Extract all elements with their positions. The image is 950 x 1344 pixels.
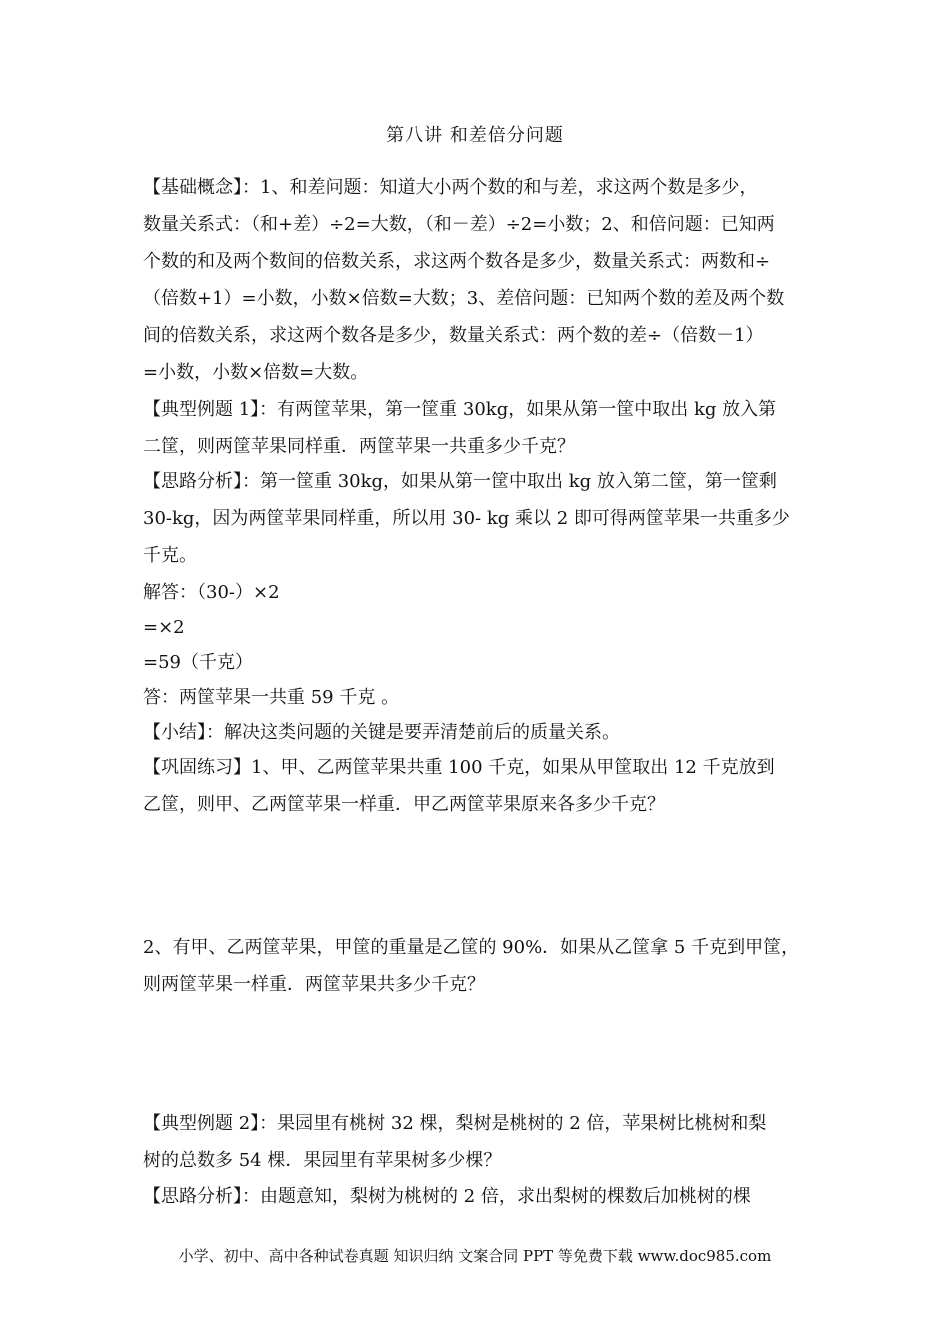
solution-line-2: =×2: [143, 617, 185, 638]
concept-line-1: 【基础概念】：1、和差问题：知道大小两个数的和与差，求这两个数是多少，: [143, 177, 758, 198]
page-footer: 小学、初中、高中各种试卷真题 知识归纳 文案合同 PPT 等免费下载 www.doc985.com: [178, 1247, 772, 1265]
analysis1-line-2: 30-kg，因为两筐苹果同样重，所以用 30- kg 乘以 2 即可得两筐苹果一共重多少: [143, 508, 790, 529]
concept-line-3: 个数的和及两个数间的倍数关系，求这两个数各是多少，数量关系式：两数和÷: [143, 251, 771, 272]
concept-line-2: 数量关系式：（和+差）÷2=大数，（和－差）÷2=小数；2、和倍问题：已知两: [143, 214, 775, 235]
solution-line-1: 解答：（30-）×2: [143, 582, 280, 603]
solution-line-3: =59（千克）: [143, 652, 253, 673]
concept-line-4: （倍数+1）=小数，小数×倍数=大数；3、差倍问题：已知两个数的差及两个数: [143, 288, 785, 309]
practice1-line-2: 乙筐，则甲、乙两筐苹果一样重．甲乙两筐苹果原来各多少千克？: [143, 794, 665, 815]
answer-line: 答：两筐苹果一共重 59 千克 。: [143, 687, 400, 708]
concept-line-6: =小数，小数×倍数=大数。: [143, 362, 369, 383]
analysis2-line-1: 【思路分析】：由题意知，梨树为桃树的 2 倍，求出梨树的棵数后加桃树的棵: [143, 1186, 751, 1207]
example2-line-2: 树的总数多 54 棵．果园里有苹果树多少棵？: [143, 1150, 502, 1171]
practice1-line-1: 【巩固练习】1、甲、乙两筐苹果共重 100 千克，如果从甲筐取出 12 千克放到: [143, 757, 775, 778]
page-title: 第八讲 和差倍分问题: [386, 125, 564, 146]
example1-line-2: 二筐，则两筐苹果同样重．两筐苹果一共重多少千克？: [143, 436, 575, 457]
concept-line-5: 间的倍数关系，求这两个数各是多少，数量关系式：两个数的差÷（倍数－1）: [143, 325, 764, 346]
analysis1-line-1: 【思路分析】：第一筐重 30kg，如果从第一筐中取出 kg 放入第二筐，第一筐剩: [143, 471, 777, 492]
practice2-line-1: 2、有甲、乙两筐苹果，甲筐的重量是乙筐的 90%．如果从乙筐拿 5 千克到甲筐，: [143, 937, 800, 958]
practice2-line-2: 则两筐苹果一样重．两筐苹果共多少千克？: [143, 974, 485, 995]
example1-line-1: 【典型例题 1】：有两筐苹果，第一筐重 30kg，如果从第一筐中取出 kg 放入第: [143, 399, 777, 420]
analysis1-line-3: 千克。: [143, 545, 197, 566]
example2-line-1: 【典型例题 2】：果园里有桃树 32 棵，梨树是桃树的 2 倍，苹果树比桃树和梨: [143, 1113, 767, 1134]
summary-line: 【小结】：解决这类问题的关键是要弄清楚前后的质量关系。: [143, 722, 620, 743]
